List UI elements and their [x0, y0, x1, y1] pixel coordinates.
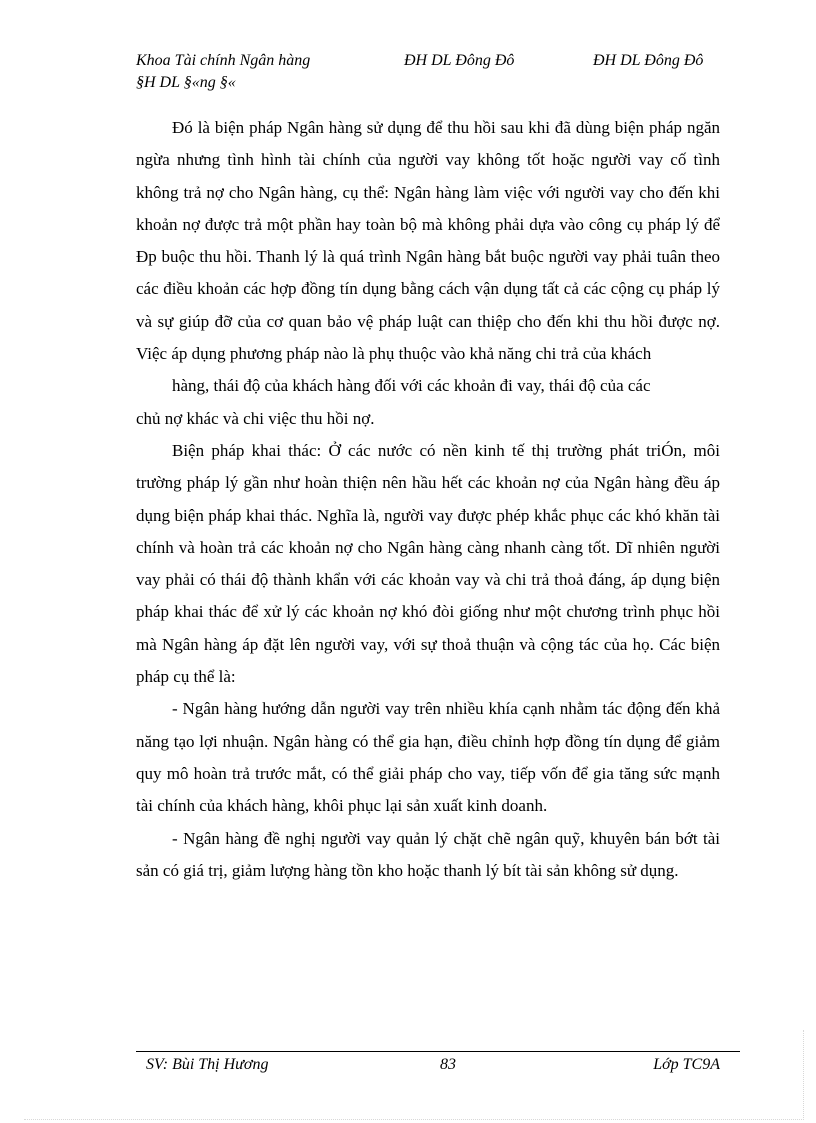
bullet-quan-ly: - Ngân hàng đề nghị người vay quản lý chặt chẽ ngân quỹ, khuyên bán bớt tài sản có giá trị, giảm lượng hàng tồn kho hoặc thanh lý bít tài sản không sử dụng. [136, 828, 720, 880]
page-footer [136, 1055, 720, 1075]
footer-page-number: 83 [440, 1056, 456, 1073]
footer-divider [136, 1051, 740, 1052]
paragraph-continuation-end: chủ nợ khác và chi việc thu hồi nợ. [136, 408, 375, 428]
bullet-huong-dan: - Ngân hàng hướng dẫn người vay trên nhiều khía cạnh nhằm tác động đến khả năng tạo lợi nhuận. Ngân hàng có thể gia hạn, điều chỉnh hợp đồng tín dụng để giảm quy mô hoàn trả trước mắt, có thể giải pháp cho vay, tiếp vốn để gia tăng sức mạnh tài chính của khách hàng, khôi phục lại sản xuất kinh doanh. [136, 699, 720, 816]
paragraph-thanh-ly: Đó là biện pháp Ngân hàng sử dụng để thu hồi sau khi đã dùng biện pháp ngăn ngừa nhưng tình hình tài chính của người vay không tốt hoặc người vay cố tình không trả nợ cho Ngân hàng, cụ thể: Ngân hàng làm việc với người vay cho đến khi khoản nợ được trả một phần hay toàn bộ mà không phải dựa vào công cụ pháp lý để Ðp buộc thu hồi. Thanh lý là quá trình Ngân hàng bắt buộc người vay phải tuân theo các điều khoản các hợp đồng tín dụng bằng cách vận dụng tất cả các cộng cụ pháp lý và sự giúp đỡ của cơ quan bảo vệ pháp luật can thiệp cho đến khi thu hồi được nợ. Việc áp dụng phương pháp nào là phụ thuộc vào khả năng chi trả của khách [136, 118, 720, 364]
page-header [136, 50, 736, 94]
footer-class: Lớp TC9A [653, 1056, 720, 1073]
paragraph-continuation: hàng, thái độ của khách hàng đối với các khoản đi vay, thái độ của các [172, 376, 651, 396]
header-university-repeat: ĐH DL Đông Đô [593, 52, 704, 69]
document-body [136, 112, 720, 887]
header-row-2 [136, 72, 736, 94]
page-edge-bottom [24, 1119, 804, 1120]
page-edge-right [803, 1030, 804, 1120]
paragraph-khai-thac: Biện pháp khai thác: Ở các nước có nền kinh tế thị trường phát triÓn, môi trường pháp lý gần như hoàn thiện nên hầu hết các khoản nợ của Ngân hàng đều áp dụng biện pháp khai thác. Nghĩa là, người vay được phép khắc phục các khó khăn tài chính và hoàn trả các khoản nợ cho Ngân hàng càng nhanh càng tốt. Dĩ nhiên người vay phải có thái độ thành khẩn với các khoản vay và chi trả thoả đáng, áp dụng biện pháp khai thác để xử lý các khoản nợ khó đòi giống như một chương trình phục hồi mà Ngân hàng áp đặt lên người vay, với sự thoả thuận và cộng tác của họ. Các biện pháp cụ thể là: [136, 440, 720, 687]
header-garbled-text: §H DL §«ng §« [136, 74, 236, 91]
header-faculty: Khoa Tài chính Ngân hàng [136, 52, 311, 69]
footer-student-name: SV: Bùi Thị Hương [146, 1056, 269, 1073]
header-row [136, 50, 736, 72]
header-university: ĐH DL Đông Đô [404, 52, 515, 69]
